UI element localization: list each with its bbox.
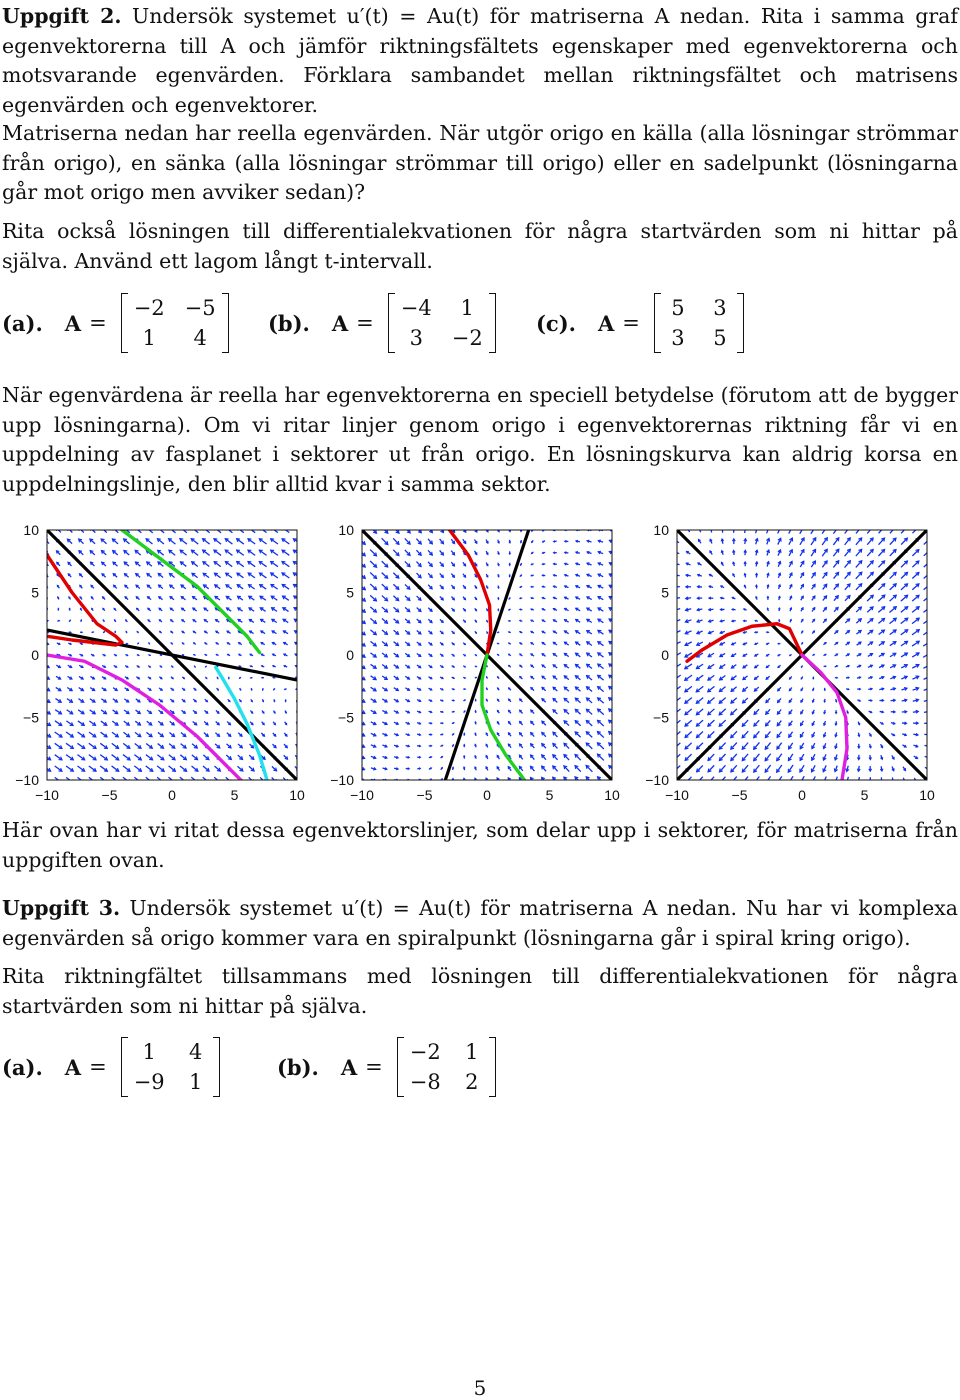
field-arrowhead (674, 711, 677, 714)
matrix-bracket (121, 293, 229, 353)
matrix-cell: 4 (185, 1039, 207, 1065)
field-arrowhead (509, 575, 510, 576)
matrix-name: A (65, 1055, 81, 1080)
field-arrowhead (251, 689, 252, 690)
field-arrowhead (673, 700, 676, 703)
task3-para2: Rita riktningfältet tillsammans med lösningen till differentialekvationen för några startvärden som ni hittar på själva. (2, 962, 958, 1021)
equals-sign: = (89, 1055, 107, 1079)
field-arrowhead (81, 632, 82, 633)
field-arrowhead (206, 666, 207, 667)
field-arrowhead (273, 677, 274, 678)
matrix-label: (a). (2, 1055, 43, 1080)
field-arrowhead (475, 699, 476, 700)
field-arrowhead (262, 689, 263, 690)
y-tick-label: −10 (645, 772, 669, 788)
figure-caption: Här ovan har vi ritat dessa egenvektorslinjer, som delar upp i sektorer, för matriserna från uppgiften ovan. (2, 816, 958, 875)
x-tick-label: −5 (102, 787, 118, 803)
matrix-3b (277, 1032, 496, 1102)
matrix-cell: 4 (185, 325, 216, 351)
x-tick-label: 5 (546, 787, 554, 803)
field-arrowhead (778, 527, 781, 530)
field-arrowhead (836, 677, 837, 678)
field-arrowhead (464, 733, 465, 734)
task2-para3: Rita också lösningen till differentialekvationen för några startvärden som ni hittar på själva. Använd ett lagom långt t-intervall. (2, 217, 958, 276)
field-arrowhead (498, 598, 499, 599)
matrix-bracket (121, 1037, 220, 1097)
field-arrowhead (262, 677, 263, 678)
matrix-name: A (332, 311, 348, 336)
field-arrowhead (800, 780, 803, 783)
field-arrowhead (520, 609, 521, 610)
y-tick-label: 5 (31, 585, 39, 601)
field-arrowhead (673, 689, 676, 692)
y-tick-label: 10 (338, 522, 354, 538)
field-arrowhead (788, 780, 791, 783)
equals-sign: = (365, 1055, 383, 1079)
field-arrowhead (823, 780, 826, 783)
field-arrowhead (927, 607, 930, 610)
field-arrowhead (674, 631, 677, 634)
x-tick-label: −10 (35, 787, 59, 803)
matrix-cell: 2 (461, 1069, 483, 1095)
field-arrowhead (674, 585, 677, 588)
matrix-label: (b). (277, 1055, 319, 1080)
x-tick-label: 0 (168, 787, 176, 803)
field-arrowhead (732, 527, 735, 530)
x-tick-label: 10 (919, 787, 935, 803)
task3-intro-text: Undersök systemet u′(t) = Au(t) för matriserna A nedan. Nu har vi komplexa egenvärden så origo kommer vara en spiralpunkt (lösningarna går i spiral kring origo). (2, 896, 958, 950)
equals-sign: = (89, 311, 107, 335)
field-arrowhead (779, 620, 780, 621)
field-arrowhead (92, 632, 93, 633)
task2-matrix-row (0, 288, 960, 358)
task3-heading: Uppgift 3. (2, 896, 120, 920)
x-tick-label: 5 (231, 787, 239, 803)
field-arrowhead (813, 526, 816, 529)
x-tick-label: 10 (604, 787, 620, 803)
field-arrowhead (673, 677, 676, 680)
solution-curve-magenta (802, 655, 847, 780)
matrix-b (268, 288, 496, 358)
field-arrowhead (790, 526, 793, 529)
y-tick-label: −5 (653, 710, 669, 726)
field-arrowhead (673, 654, 676, 657)
solution-curve-magenta (47, 655, 241, 780)
matrix-cell: −5 (185, 295, 216, 321)
equals-sign: = (622, 311, 640, 335)
field-arrowhead (824, 689, 825, 690)
y-tick-label: 10 (653, 522, 669, 538)
field-arrowhead (742, 780, 745, 783)
phase-plot-c (630, 520, 960, 795)
matrix-bracket (397, 1037, 496, 1097)
task2-para4: När egenvärdena är reella har egenvektorerna en speciell betydelse (förutom att de bygger upp lösningarna). Om vi ritar linjer genom origo i egenvektorernas riktning får vi en uppdelning av fasplanet i sektorer ut från origo. En lösningskurva kan aldrig korsa en uppdelningslinje, den blir alltid kvar i samma sektor. (2, 381, 958, 499)
field-arrowhead (777, 780, 780, 783)
matrix-cell: −2 (452, 325, 483, 351)
matrix-a (2, 288, 229, 358)
matrix-cell: −9 (134, 1069, 165, 1095)
matrix-bracket (388, 293, 496, 353)
matrix-cell: −2 (410, 1039, 441, 1065)
field-arrowhead (81, 620, 82, 621)
y-tick-label: −10 (330, 772, 354, 788)
field-arrowhead (138, 643, 139, 644)
matrix-cell: 1 (452, 295, 483, 321)
phase-plot-a (0, 520, 330, 795)
task2-para2: Matriserna nedan har reella egenvärden. När utgör origo en källa (alla lösningar strömmar från origo), en sänka (alla lösningar strömmar till origo) eller en sadelpunkt (lösningarna går mot origo men avviker sedan)? (2, 119, 958, 208)
field-arrowhead (880, 780, 883, 782)
task3-intro (2, 894, 958, 953)
task3-matrix-row (0, 1032, 960, 1102)
field-arrowhead (869, 780, 872, 783)
solution-curve-green (482, 655, 525, 780)
y-tick-label: 0 (661, 647, 669, 663)
field-arrowhead (721, 527, 724, 529)
field-arrowhead (778, 643, 779, 644)
matrix-name: A (65, 311, 81, 336)
y-tick-label: 5 (346, 585, 354, 601)
field-arrowhead (927, 630, 930, 633)
y-tick-label: 10 (23, 522, 39, 538)
solution-curve-green (122, 530, 260, 653)
page-number: 5 (0, 1376, 960, 1400)
field-arrowhead (927, 676, 930, 679)
x-tick-label: −10 (665, 787, 689, 803)
matrix-cell: 1 (461, 1039, 483, 1065)
matrix-cell: 5 (667, 295, 689, 321)
field-arrowhead (836, 526, 839, 529)
field-arrowhead (520, 598, 521, 599)
y-tick-label: −5 (23, 710, 39, 726)
field-arrowhead (754, 780, 757, 783)
field-arrowhead (811, 780, 814, 783)
field-arrowhead (70, 632, 71, 633)
field-arrowhead (251, 677, 252, 678)
field-arrowhead (127, 643, 128, 644)
field-arrowhead (927, 595, 930, 598)
x-tick-label: 5 (861, 787, 869, 803)
field-arrowhead (673, 666, 676, 669)
field-arrowhead (464, 745, 465, 746)
task2-intro (2, 2, 958, 120)
x-tick-label: −5 (417, 787, 433, 803)
field-arrowhead (927, 733, 929, 736)
field-arrowhead (825, 666, 826, 667)
matrix-cell: −2 (134, 295, 165, 321)
field-arrowhead (927, 618, 930, 621)
x-tick-label: 0 (483, 787, 491, 803)
matrix-cell: 1 (134, 1039, 165, 1065)
field-arrowhead (767, 632, 768, 633)
equals-sign: = (356, 311, 374, 335)
field-arrowhead (801, 526, 804, 529)
field-arrowhead (847, 526, 850, 529)
matrix-cell: −4 (401, 295, 432, 321)
matrix-label: (a). (2, 311, 43, 336)
matrix-c (536, 288, 744, 358)
field-arrowhead (674, 574, 676, 577)
matrix-name: A (341, 1055, 357, 1080)
field-arrowhead (442, 722, 443, 723)
field-arrowhead (274, 700, 275, 701)
y-tick-label: 0 (346, 647, 354, 663)
matrix-cell: 1 (185, 1069, 207, 1095)
phase-plot-b (315, 520, 645, 795)
field-arrowhead (858, 527, 861, 530)
matrix-name: A (598, 311, 614, 336)
field-arrowhead (813, 678, 814, 679)
y-tick-label: −10 (15, 772, 39, 788)
matrix-cell: −8 (410, 1069, 441, 1095)
x-tick-label: −5 (732, 787, 748, 803)
matrix-cell: 3 (401, 325, 432, 351)
task2-intro-text: Undersök systemet u′(t) = Au(t) för matriserna A nedan. Rita i samma graf egenvektorerna till A och jämför riktningsfältets egenskaper med egenvektorerna och motsvarande egenvärden. Förklara sambandet mellan riktningsfältet och matrisens egenvärden och egenvektorer. (2, 4, 958, 117)
matrix-3a (2, 1032, 220, 1102)
field-arrowhead (509, 564, 510, 565)
task2-heading: Uppgift 2. (2, 4, 122, 28)
field-arrowhead (509, 620, 510, 621)
field-arrowhead (498, 610, 499, 611)
matrix-cell: 5 (709, 325, 731, 351)
field-arrowhead (927, 664, 930, 667)
field-arrowhead (927, 722, 930, 725)
field-arrowhead (285, 701, 286, 702)
x-tick-label: −10 (350, 787, 374, 803)
field-arrowhead (115, 631, 116, 632)
field-arrowhead (453, 711, 454, 712)
x-tick-label: 0 (798, 787, 806, 803)
y-tick-label: 5 (661, 585, 669, 601)
field-arrowhead (927, 653, 930, 656)
field-arrowhead (239, 666, 240, 667)
field-arrowhead (228, 678, 229, 679)
matrix-cell: 3 (709, 295, 731, 321)
field-arrowhead (824, 526, 827, 529)
field-arrowhead (69, 608, 70, 609)
matrix-cell: 1 (134, 325, 165, 351)
x-tick-label: 10 (289, 787, 305, 803)
matrix-label: (b). (268, 311, 310, 336)
field-arrowhead (475, 711, 476, 712)
field-arrowhead (464, 689, 465, 690)
y-tick-label: 0 (31, 647, 39, 663)
matrix-label: (c). (536, 311, 576, 336)
field-arrowhead (927, 641, 930, 644)
field-arrowhead (673, 643, 676, 646)
y-tick-label: −5 (338, 710, 354, 726)
field-arrowhead (765, 780, 768, 783)
field-arrowhead (58, 608, 59, 609)
matrix-bracket (654, 293, 744, 353)
matrix-cell: 3 (667, 325, 689, 351)
field-arrowhead (531, 586, 532, 587)
field-arrowhead (453, 700, 454, 701)
